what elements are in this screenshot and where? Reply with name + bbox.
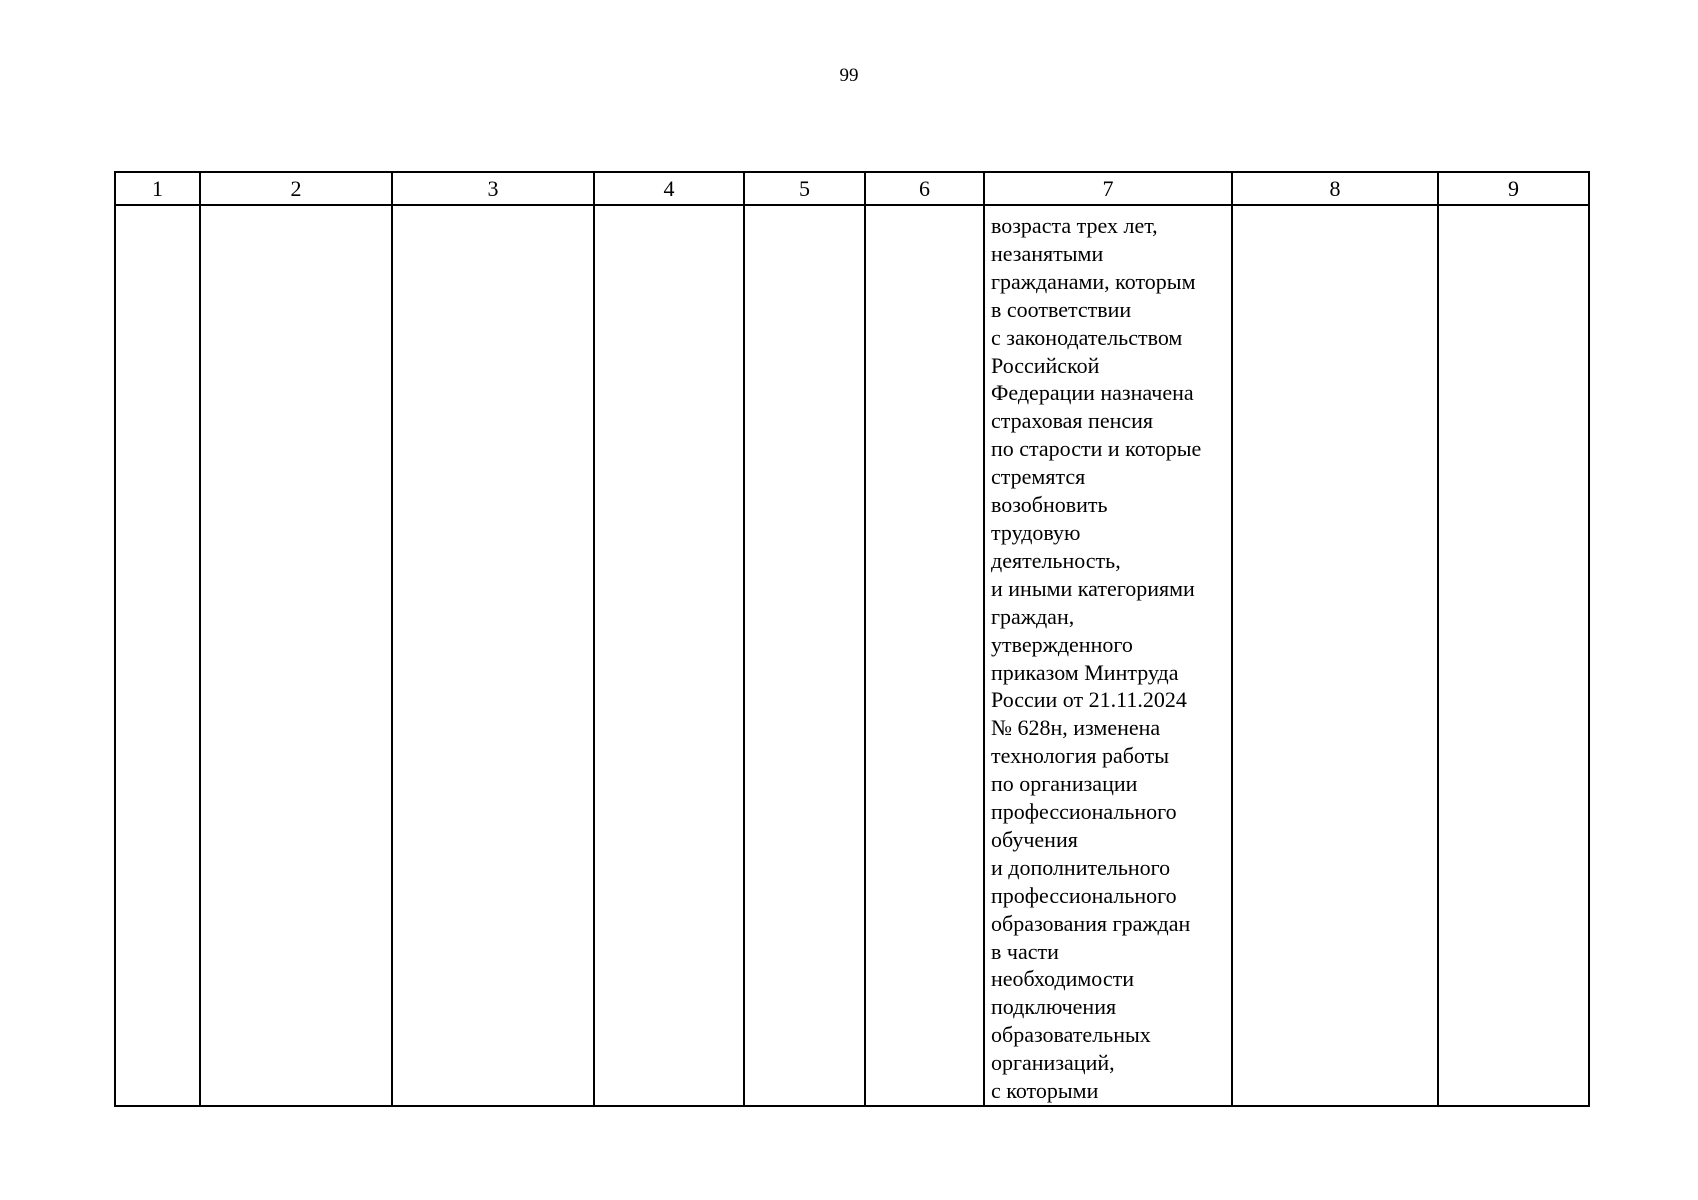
column-header-7: 7: [984, 172, 1232, 205]
column-header-6: 6: [865, 172, 984, 205]
table-cell-col-3: [392, 205, 594, 1106]
table-cell-col-7: [984, 205, 1232, 1106]
cell-text: [595, 206, 743, 212]
page-number: 99: [839, 65, 859, 86]
column-header-4: 4: [594, 172, 744, 205]
table-cell-col-8: [1232, 205, 1438, 1106]
cell-text: [866, 206, 983, 212]
column-header-9: 9: [1438, 172, 1589, 205]
cell-text: [116, 206, 199, 212]
table-cell-col-5: [744, 205, 865, 1106]
table-cell-col-9: [1438, 205, 1589, 1106]
cell-text: [393, 206, 593, 212]
column-header-2: 2: [200, 172, 392, 205]
cell-text: [1233, 206, 1437, 212]
cell-text: [1439, 206, 1588, 212]
table-row: [115, 205, 1589, 1106]
table-cell-col-2: [200, 205, 392, 1106]
cell-text: возраста трех лет, незанятыми гражданами, которым в соответствии с законодательством Российской Федерации назначена страховая пенсия по старости и которые стремятся возобновить трудовую деятельность, и иными категориями граждан, утвержденного приказом Минтруда России от 21.11.2024 № 628н, изменена технология работы по организации профессионального обучения и дополнительного профессионального образования граждан в части необходимости подключения образовательных организаций, с которыми: [991, 213, 1202, 1104]
column-header-5: 5: [744, 172, 865, 205]
cell-text: [745, 206, 864, 212]
data-table: [114, 171, 1590, 1107]
column-header-3: 3: [392, 172, 594, 205]
column-header-8: 8: [1232, 172, 1438, 205]
header-row: [115, 172, 1589, 205]
table-cell-col-1: [115, 205, 200, 1106]
table-cell-col-6: [865, 205, 984, 1106]
cell-text: [201, 206, 391, 212]
table-cell-col-4: [594, 205, 744, 1106]
column-header-1: 1: [115, 172, 200, 205]
